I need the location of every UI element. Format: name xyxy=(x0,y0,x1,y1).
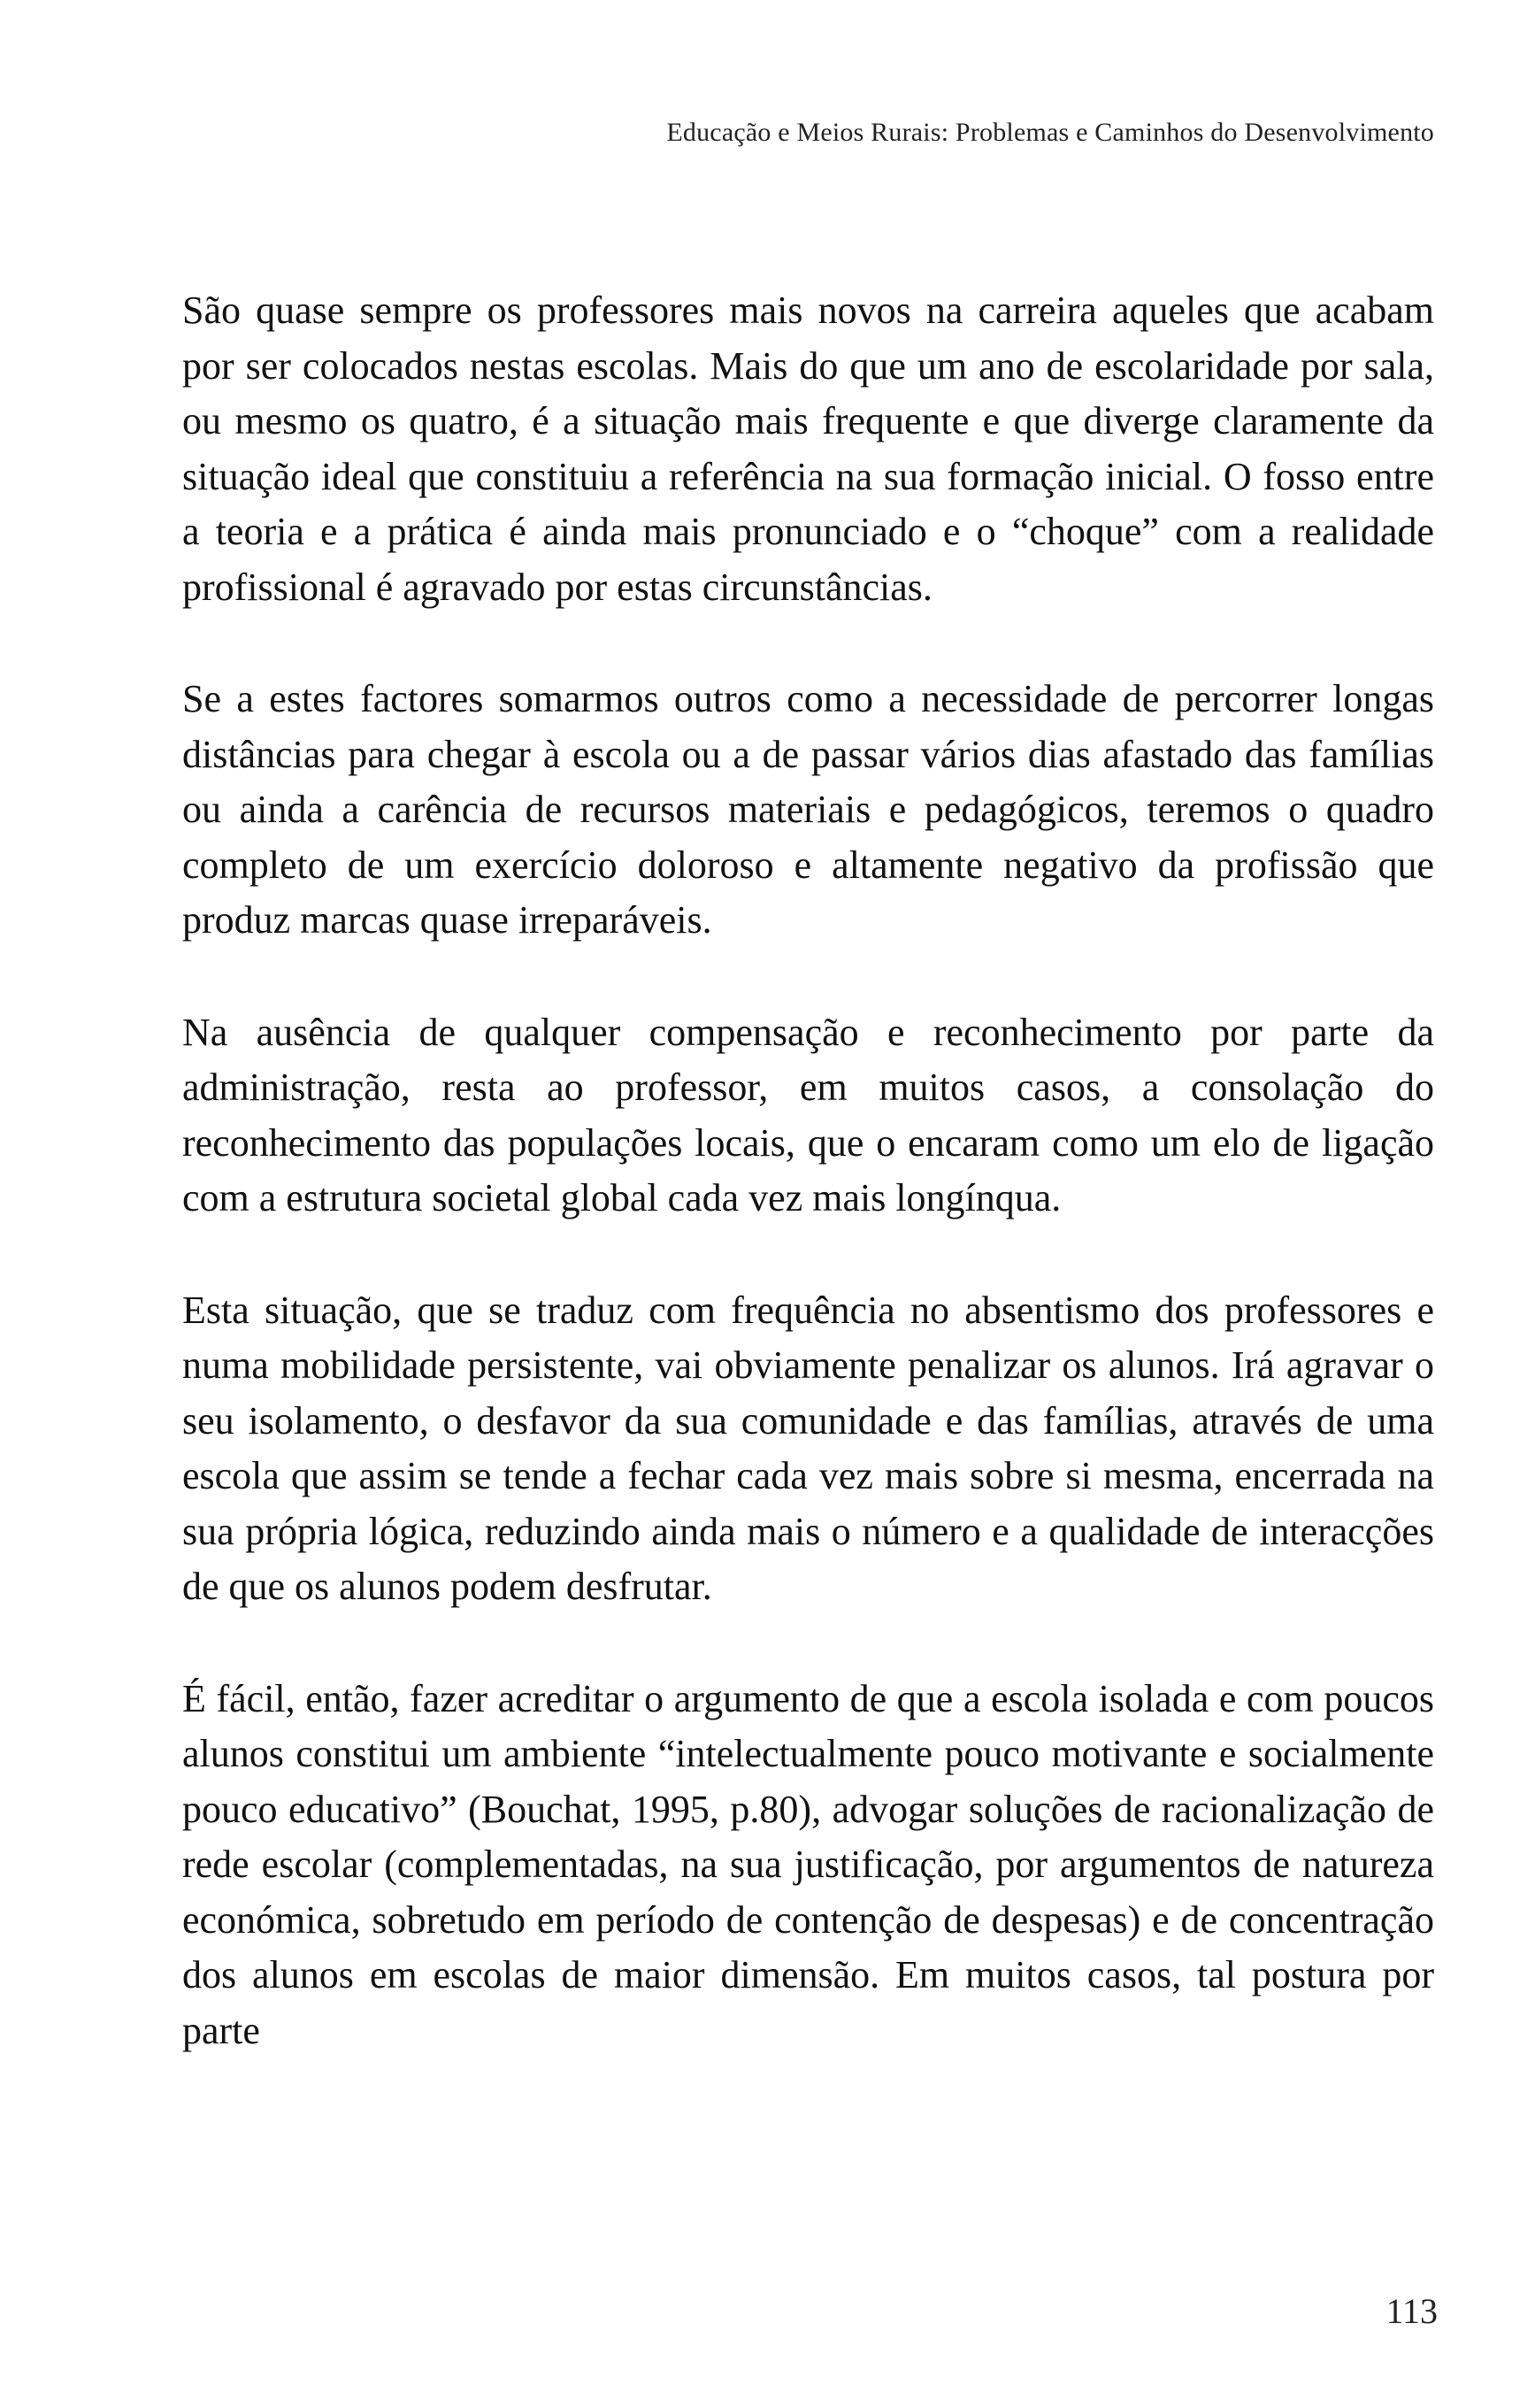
body-text xyxy=(182,283,1434,2115)
paragraph-2: Se a estes factores somarmos outros como a necessidade de percorrer longas distâncias para chegar à escola ou a de passar vários dias afastado das famílias ou ainda a carência de recursos materiais e pedagógicos, teremos o quadro completo de um exercício doloroso e altamente negativo da profissão que produz marcas quase irreparáveis. xyxy=(182,677,1434,942)
paragraph-5: É fácil, então, fazer acreditar o argumento de que a escola isolada e com poucos alunos constitui um ambiente “intelectualmente pouco motivante e socialmente pouco educativo” (Bouchat, 1995, p.80), advogar soluções de racionalização de rede escolar (complementadas, na sua justificação, por argumentos de natureza económica, sobretudo em período de contenção de despesas) e de concentração dos alunos em escolas de maior dimensão. Em muitos casos, tal postura por parte xyxy=(182,1676,1434,2052)
running-header: Educação e Meios Rurais: Problemas e Caminhos do Desenvolvimento xyxy=(666,118,1434,147)
paragraph-3: Na ausência de qualquer compensação e reconhecimento por parte da administração, resta ao professor, em muitos casos, a consolação do reconhecimento das populações locais, que o encaram como um elo de ligação com a estrutura societal global cada vez mais longínqua. xyxy=(182,1010,1434,1219)
paragraph-1: São quase sempre os professores mais novos na carreira aqueles que acabam por ser colocados nestas escolas. Mais do que um ano de escolaridade por sala, ou mesmo os quatro, é a situação mais frequente e que diverge claramente da situação ideal que constituiu a referência na sua formação inicial. O fosso entre a teoria e a prática é ainda mais pronunciado e o “choque” com a realidade profissional é agravado por estas circunstâncias. xyxy=(182,288,1434,609)
page-number: 113 xyxy=(1385,2291,1438,2331)
paragraph-4: Esta situação, que se traduz com frequência no absentismo dos professores e numa mobilidade persistente, vai obviamente penalizar os alunos. Irá agravar o seu isolamento, o desfavor da sua comunidade e das famílias, através de uma escola que assim se tende a fechar cada vez mais sobre si mesma, encerrada na sua própria lógica, reduzindo ainda mais o número e a qualidade de interacções de que os alunos podem desfrutar. xyxy=(182,1288,1434,1608)
